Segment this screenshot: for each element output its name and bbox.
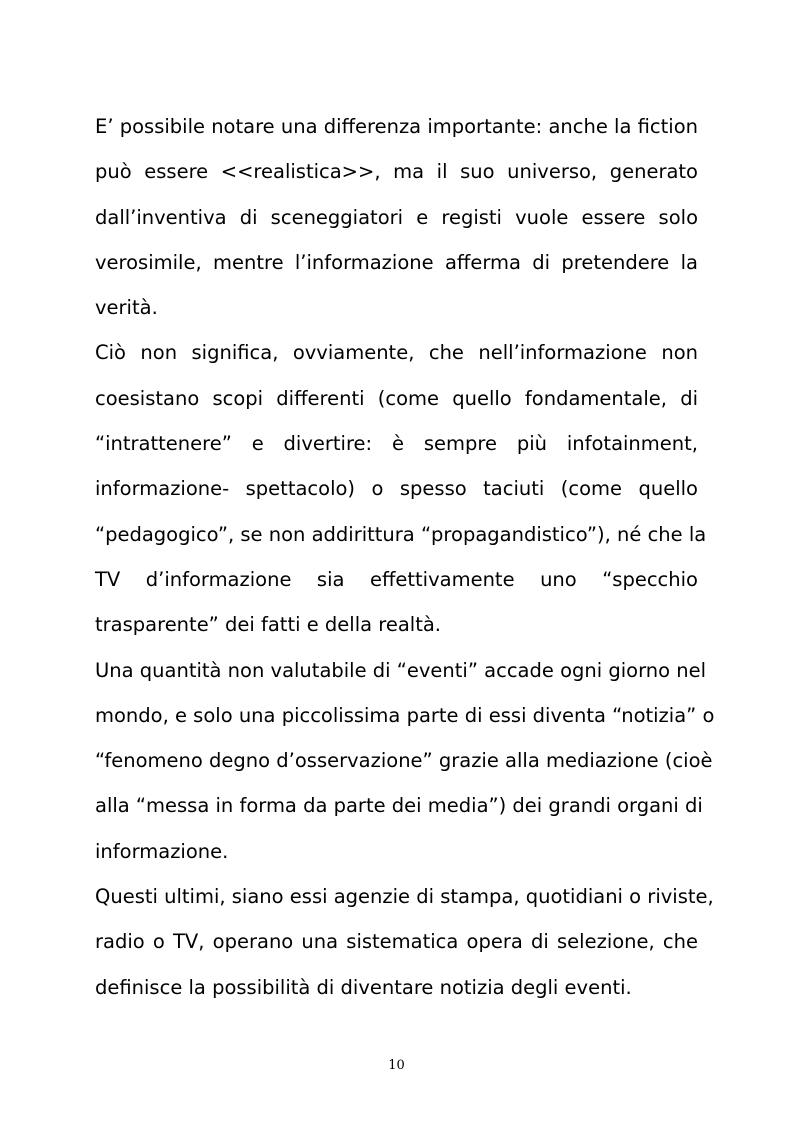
text-line: radio o TV, operano una sistematica opera di selezione, che: [95, 930, 698, 954]
text-line: E’ possibile notare una differenza importante: anche la fiction: [95, 115, 698, 138]
text-line: informazione.: [95, 839, 229, 863]
text-line: può essere <<realistica>>, ma il suo universo, generato: [95, 160, 698, 184]
body-text: [95, 110, 715, 1016]
text-line: informazione- spettacolo) o spesso taciuti (come quello: [95, 477, 698, 501]
text-line: “pedagogico”, se non addirittura “propagandistico”), né che la: [95, 522, 707, 546]
page-number: 10: [388, 1058, 405, 1073]
paragraph-3: [95, 654, 715, 880]
text-line: definisce la possibilità di diventare notizia degli eventi.: [95, 975, 632, 999]
text-line: Questi ultimi, siano essi agenzie di stampa, quotidiani o riviste,: [95, 885, 714, 909]
paragraph-2: [95, 336, 707, 653]
text-line: dall’inventiva di sceneggiatori e registi vuole essere solo: [95, 205, 698, 229]
text-line: coesistano scopi differenti (come quello fondamentale, di: [95, 386, 698, 410]
paragraph-4: [95, 880, 714, 1016]
text-line: verità.: [95, 296, 158, 320]
text-line: “fenomeno degno d’osservazione” grazie alla mediazione (cioè: [95, 749, 713, 773]
text-line: Ciò non significa, ovviamente, che nell’informazione non: [95, 341, 698, 365]
text-line: mondo, e solo una piccolissima parte di essi diventa “notizia” o: [95, 703, 715, 727]
text-line: verosimile, mentre l’informazione afferma di pretendere la: [95, 250, 698, 274]
text-line: TV d’informazione sia effettivamente uno “specchio: [95, 567, 698, 591]
text-line: alla “messa in forma da parte dei media”) dei grandi organi di: [95, 794, 703, 818]
paragraph-1: [95, 110, 698, 336]
text-line: trasparente” dei fatti e della realtà.: [95, 613, 442, 637]
text-line: Una quantità non valutabile di “eventi” accade ogni giorno nel: [95, 658, 707, 682]
text-line: “intrattenere” e divertire: è sempre più infotainment,: [95, 432, 698, 456]
